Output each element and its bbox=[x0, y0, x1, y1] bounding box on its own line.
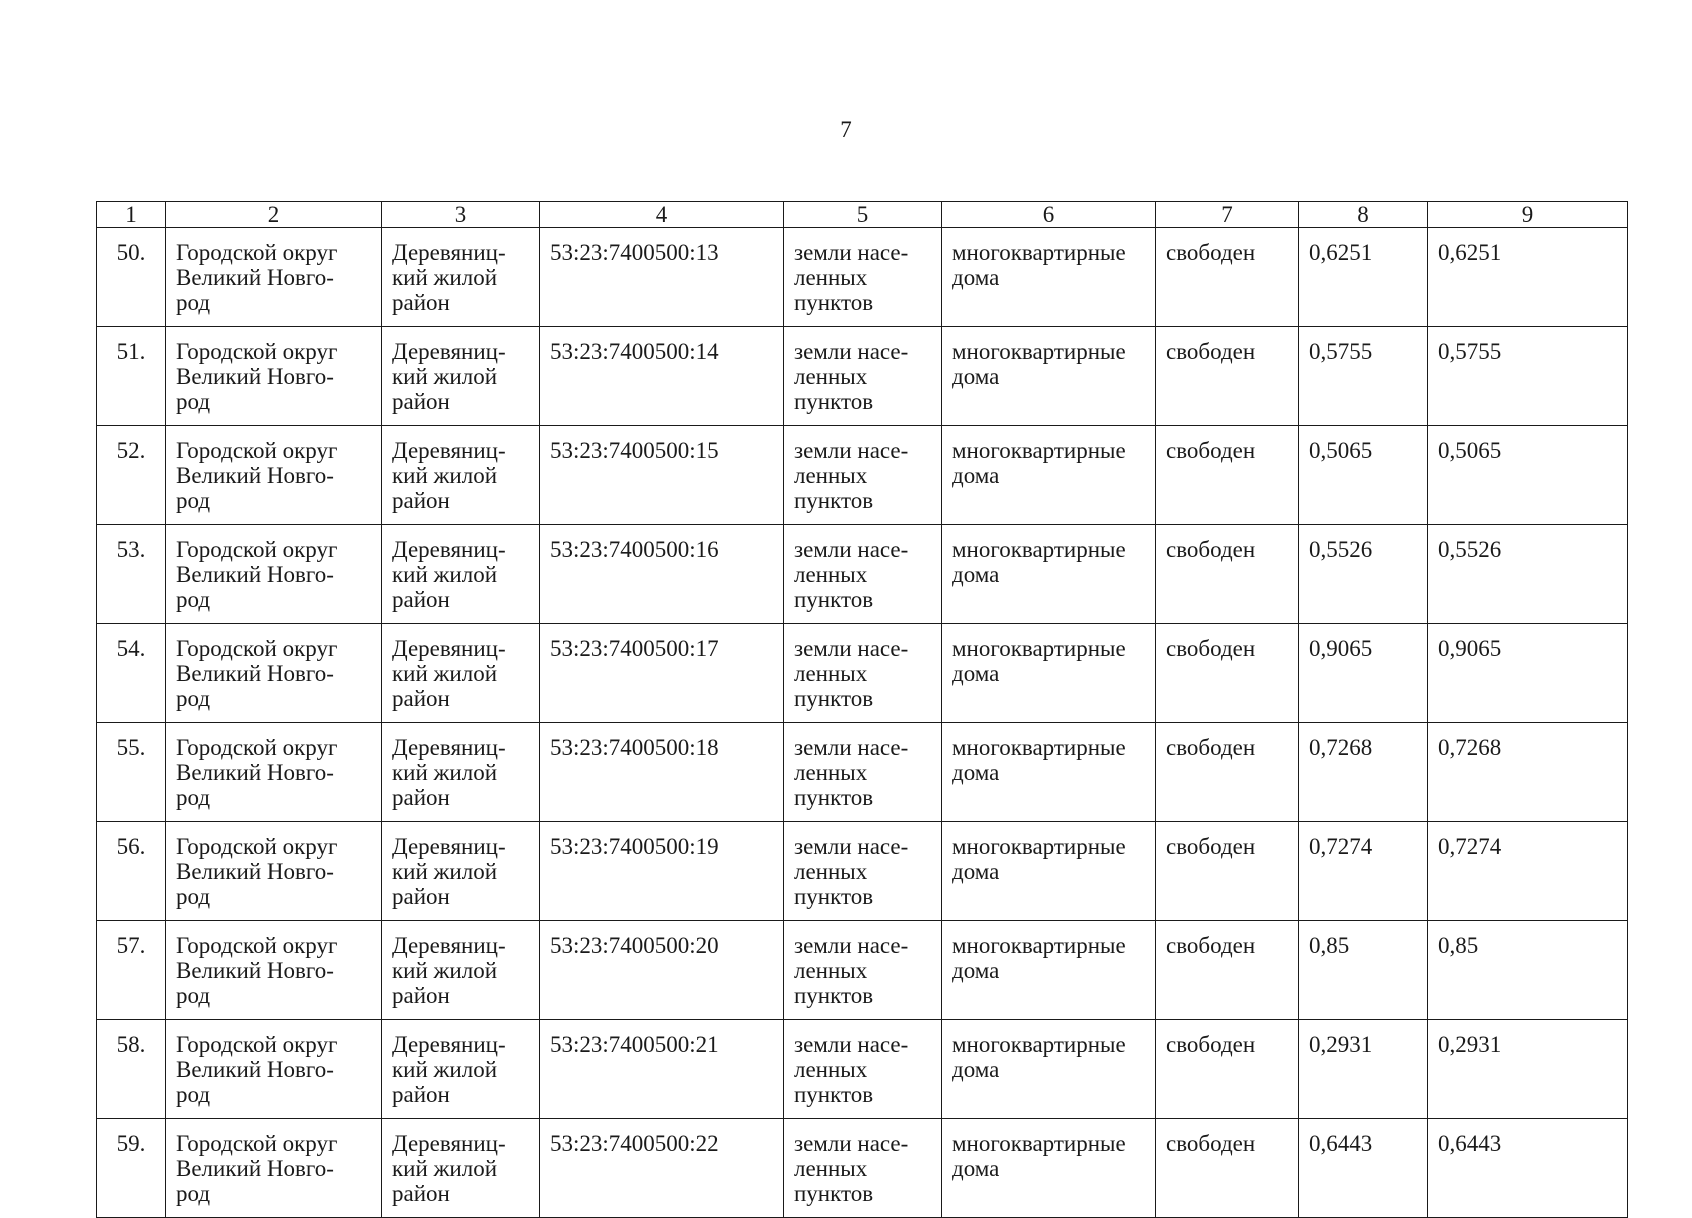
district-cell bbox=[382, 921, 540, 1020]
land-category-cell-line: земли насе- bbox=[794, 735, 909, 760]
permitted-use-cell-line: многоквартирные bbox=[952, 339, 1126, 364]
permitted-use-cell-line: многоквартирные bbox=[952, 537, 1126, 562]
area-cell: 0,6251 bbox=[1299, 228, 1428, 327]
district-cell-line: Деревяниц- bbox=[392, 834, 506, 859]
cadastral-number-cell: 53:23:7400500:16 bbox=[540, 525, 784, 624]
permitted-use-cell-line: дома bbox=[952, 265, 1000, 290]
cadastral-number-cell: 53:23:7400500:21 bbox=[540, 1020, 784, 1119]
header-row bbox=[97, 202, 1628, 228]
land-category-cell-line: пунктов bbox=[794, 1082, 874, 1107]
table-row bbox=[97, 921, 1628, 1020]
land-category-cell-line: пунктов bbox=[794, 785, 874, 810]
permitted-use-cell-line: многоквартирные bbox=[952, 933, 1126, 958]
municipality-cell-line: род bbox=[176, 785, 211, 810]
municipality-cell-line: Великий Новго- bbox=[176, 1156, 334, 1181]
district-cell-line: Деревяниц- bbox=[392, 1032, 506, 1057]
land-category-cell-line: пунктов bbox=[794, 884, 874, 909]
row-number-cell: 56. bbox=[97, 822, 166, 921]
land-category-cell-line: ленных bbox=[794, 463, 868, 488]
row-number-cell: 59. bbox=[97, 1119, 166, 1218]
status-cell: свободен bbox=[1156, 228, 1299, 327]
district-cell-line: район bbox=[392, 785, 450, 810]
district-cell-line: кий жилой bbox=[392, 958, 498, 983]
district-cell-line: район bbox=[392, 389, 450, 414]
municipality-cell-line: род bbox=[176, 389, 211, 414]
municipality-cell-line: род bbox=[176, 686, 211, 711]
permitted-use-cell-line: дома bbox=[952, 958, 1000, 983]
land-category-cell bbox=[784, 525, 942, 624]
municipality-cell-line: Городской округ bbox=[176, 1131, 338, 1156]
district-cell-line: кий жилой bbox=[392, 463, 498, 488]
status-cell: свободен bbox=[1156, 525, 1299, 624]
municipality-cell-line: Городской округ bbox=[176, 240, 338, 265]
land-category-cell-line: земли насе- bbox=[794, 240, 909, 265]
permitted-use-cell bbox=[942, 228, 1156, 327]
area-total-cell: 0,5065 bbox=[1428, 426, 1628, 525]
land-category-cell-line: земли насе- bbox=[794, 438, 909, 463]
land-category-cell bbox=[784, 228, 942, 327]
row-number-cell: 50. bbox=[97, 228, 166, 327]
land-category-cell bbox=[784, 723, 942, 822]
permitted-use-cell-line: многоквартирные bbox=[952, 735, 1126, 760]
district-cell bbox=[382, 1020, 540, 1119]
district-cell-line: кий жилой bbox=[392, 562, 498, 587]
land-category-cell-line: ленных bbox=[794, 859, 868, 884]
permitted-use-cell-line: дома bbox=[952, 1156, 1000, 1181]
municipality-cell bbox=[166, 1020, 382, 1119]
land-category-cell-line: земли насе- bbox=[794, 933, 909, 958]
permitted-use-cell-line: дома bbox=[952, 661, 1000, 686]
land-category-cell-line: ленных bbox=[794, 760, 868, 785]
municipality-cell-line: Великий Новго- bbox=[176, 463, 334, 488]
municipality-cell-line: Городской округ bbox=[176, 438, 338, 463]
area-cell: 0,5526 bbox=[1299, 525, 1428, 624]
permitted-use-cell-line: дома bbox=[952, 760, 1000, 785]
area-cell: 0,7274 bbox=[1299, 822, 1428, 921]
district-cell bbox=[382, 822, 540, 921]
land-category-cell-line: пунктов bbox=[794, 587, 874, 612]
district-cell-line: Деревяниц- bbox=[392, 339, 506, 364]
district-cell bbox=[382, 327, 540, 426]
municipality-cell-line: род bbox=[176, 1181, 211, 1206]
table-row bbox=[97, 525, 1628, 624]
district-cell-line: кий жилой bbox=[392, 1156, 498, 1181]
municipality-cell-line: Городской округ bbox=[176, 537, 338, 562]
area-cell: 0,2931 bbox=[1299, 1020, 1428, 1119]
table-row bbox=[97, 426, 1628, 525]
land-category-cell bbox=[784, 624, 942, 723]
land-category-cell-line: земли насе- bbox=[794, 339, 909, 364]
municipality-cell-line: Великий Новго- bbox=[176, 1057, 334, 1082]
row-number-cell: 53. bbox=[97, 525, 166, 624]
table-row bbox=[97, 1119, 1628, 1218]
permitted-use-cell bbox=[942, 1119, 1156, 1218]
page-number: 7 bbox=[840, 117, 852, 142]
district-cell bbox=[382, 1119, 540, 1218]
area-cell: 0,5065 bbox=[1299, 426, 1428, 525]
land-category-cell-line: земли насе- bbox=[794, 834, 909, 859]
area-total-cell: 0,6251 bbox=[1428, 228, 1628, 327]
area-cell: 0,85 bbox=[1299, 921, 1428, 1020]
row-number-cell: 51. bbox=[97, 327, 166, 426]
area-total-cell: 0,2931 bbox=[1428, 1020, 1628, 1119]
permitted-use-cell bbox=[942, 921, 1156, 1020]
district-cell-line: район bbox=[392, 290, 450, 315]
land-category-cell-line: ленных bbox=[794, 1156, 868, 1181]
municipality-cell-line: Великий Новго- bbox=[176, 265, 334, 290]
row-number-cell: 52. bbox=[97, 426, 166, 525]
cadastral-number-cell: 53:23:7400500:17 bbox=[540, 624, 784, 723]
status-cell: свободен bbox=[1156, 327, 1299, 426]
district-cell-line: Деревяниц- bbox=[392, 735, 506, 760]
municipality-cell-line: род bbox=[176, 290, 211, 315]
municipality-cell bbox=[166, 228, 382, 327]
district-cell bbox=[382, 624, 540, 723]
municipality-cell-line: Городской округ bbox=[176, 339, 338, 364]
table-row bbox=[97, 624, 1628, 723]
district-cell bbox=[382, 525, 540, 624]
land-category-cell-line: земли насе- bbox=[794, 537, 909, 562]
district-cell-line: кий жилой bbox=[392, 859, 498, 884]
permitted-use-cell-line: многоквартирные bbox=[952, 1131, 1126, 1156]
column-header-2: 2 bbox=[166, 202, 382, 228]
area-total-cell: 0,9065 bbox=[1428, 624, 1628, 723]
cadastral-number-cell: 53:23:7400500:14 bbox=[540, 327, 784, 426]
municipality-cell-line: Великий Новго- bbox=[176, 661, 334, 686]
district-cell-line: Деревяниц- bbox=[392, 636, 506, 661]
municipality-cell-line: Городской округ bbox=[176, 933, 338, 958]
area-cell: 0,5755 bbox=[1299, 327, 1428, 426]
municipality-cell-line: Великий Новго- bbox=[176, 562, 334, 587]
permitted-use-cell-line: дома bbox=[952, 364, 1000, 389]
district-cell-line: Деревяниц- bbox=[392, 438, 506, 463]
area-total-cell: 0,85 bbox=[1428, 921, 1628, 1020]
column-header-9: 9 bbox=[1428, 202, 1628, 228]
cadastral-number-cell: 53:23:7400500:20 bbox=[540, 921, 784, 1020]
land-plots-table bbox=[96, 201, 1628, 1218]
district-cell-line: Деревяниц- bbox=[392, 240, 506, 265]
table-row bbox=[97, 327, 1628, 426]
cadastral-number-cell: 53:23:7400500:13 bbox=[540, 228, 784, 327]
permitted-use-cell-line: многоквартирные bbox=[952, 240, 1126, 265]
land-category-cell-line: пунктов bbox=[794, 488, 874, 513]
municipality-cell bbox=[166, 624, 382, 723]
district-cell-line: район bbox=[392, 488, 450, 513]
district-cell-line: район bbox=[392, 587, 450, 612]
municipality-cell bbox=[166, 723, 382, 822]
area-total-cell: 0,5755 bbox=[1428, 327, 1628, 426]
area-total-cell: 0,5526 bbox=[1428, 525, 1628, 624]
table-row bbox=[97, 822, 1628, 921]
column-header-3: 3 bbox=[382, 202, 540, 228]
municipality-cell-line: род bbox=[176, 488, 211, 513]
row-number-cell: 55. bbox=[97, 723, 166, 822]
municipality-cell bbox=[166, 921, 382, 1020]
district-cell-line: кий жилой bbox=[392, 1057, 498, 1082]
land-category-cell-line: ленных bbox=[794, 1057, 868, 1082]
district-cell-line: Деревяниц- bbox=[392, 933, 506, 958]
land-category-cell-line: земли насе- bbox=[794, 1131, 909, 1156]
district-cell-line: кий жилой bbox=[392, 760, 498, 785]
land-category-cell bbox=[784, 822, 942, 921]
land-category-cell bbox=[784, 1020, 942, 1119]
column-header-7: 7 bbox=[1156, 202, 1299, 228]
district-cell-line: район bbox=[392, 884, 450, 909]
permitted-use-cell-line: многоквартирные bbox=[952, 438, 1126, 463]
row-number-cell: 58. bbox=[97, 1020, 166, 1119]
municipality-cell-line: Великий Новго- bbox=[176, 760, 334, 785]
district-cell-line: кий жилой bbox=[392, 364, 498, 389]
permitted-use-cell-line: многоквартирные bbox=[952, 1032, 1126, 1057]
column-header-6: 6 bbox=[942, 202, 1156, 228]
land-category-cell-line: пунктов bbox=[794, 1181, 874, 1206]
permitted-use-cell-line: многоквартирные bbox=[952, 834, 1126, 859]
status-cell: свободен bbox=[1156, 822, 1299, 921]
municipality-cell bbox=[166, 525, 382, 624]
municipality-cell-line: Городской округ bbox=[176, 834, 338, 859]
table-row bbox=[97, 723, 1628, 822]
area-cell: 0,9065 bbox=[1299, 624, 1428, 723]
status-cell: свободен bbox=[1156, 1020, 1299, 1119]
district-cell-line: кий жилой bbox=[392, 661, 498, 686]
cadastral-number-cell: 53:23:7400500:22 bbox=[540, 1119, 784, 1218]
permitted-use-cell bbox=[942, 327, 1156, 426]
district-cell-line: район bbox=[392, 686, 450, 711]
area-total-cell: 0,7268 bbox=[1428, 723, 1628, 822]
table-header bbox=[97, 202, 1628, 228]
permitted-use-cell-line: дома bbox=[952, 463, 1000, 488]
district-cell-line: район bbox=[392, 1082, 450, 1107]
district-cell-line: район bbox=[392, 983, 450, 1008]
land-category-cell-line: ленных bbox=[794, 958, 868, 983]
area-total-cell: 0,7274 bbox=[1428, 822, 1628, 921]
land-category-cell bbox=[784, 426, 942, 525]
land-category-cell-line: пунктов bbox=[794, 686, 874, 711]
district-cell-line: кий жилой bbox=[392, 265, 498, 290]
district-cell bbox=[382, 723, 540, 822]
permitted-use-cell-line: дома bbox=[952, 1057, 1000, 1082]
land-category-cell-line: ленных bbox=[794, 265, 868, 290]
area-cell: 0,7268 bbox=[1299, 723, 1428, 822]
municipality-cell-line: род bbox=[176, 1082, 211, 1107]
land-category-cell bbox=[784, 327, 942, 426]
municipality-cell bbox=[166, 426, 382, 525]
column-header-8: 8 bbox=[1299, 202, 1428, 228]
municipality-cell-line: Городской округ bbox=[176, 1032, 338, 1057]
land-category-cell-line: земли насе- bbox=[794, 1032, 909, 1057]
permitted-use-cell-line: дома bbox=[952, 859, 1000, 884]
status-cell: свободен bbox=[1156, 921, 1299, 1020]
municipality-cell-line: род bbox=[176, 983, 211, 1008]
status-cell: свободен bbox=[1156, 624, 1299, 723]
table-body bbox=[97, 228, 1628, 1218]
cadastral-number-cell: 53:23:7400500:19 bbox=[540, 822, 784, 921]
land-category-cell-line: пунктов bbox=[794, 389, 874, 414]
permitted-use-cell bbox=[942, 723, 1156, 822]
municipality-cell-line: Городской округ bbox=[176, 636, 338, 661]
municipality-cell-line: Великий Новго- bbox=[176, 859, 334, 884]
column-header-5: 5 bbox=[784, 202, 942, 228]
land-category-cell bbox=[784, 921, 942, 1020]
table-row bbox=[97, 228, 1628, 327]
area-total-cell: 0,6443 bbox=[1428, 1119, 1628, 1218]
permitted-use-cell-line: дома bbox=[952, 562, 1000, 587]
land-category-cell-line: пунктов bbox=[794, 290, 874, 315]
permitted-use-cell-line: многоквартирные bbox=[952, 636, 1126, 661]
land-category-cell-line: ленных bbox=[794, 562, 868, 587]
district-cell-line: Деревяниц- bbox=[392, 537, 506, 562]
permitted-use-cell bbox=[942, 426, 1156, 525]
land-category-cell-line: ленных bbox=[794, 661, 868, 686]
land-category-cell-line: пунктов bbox=[794, 983, 874, 1008]
status-cell: свободен bbox=[1156, 426, 1299, 525]
cadastral-number-cell: 53:23:7400500:15 bbox=[540, 426, 784, 525]
district-cell bbox=[382, 228, 540, 327]
status-cell: свободен bbox=[1156, 723, 1299, 822]
cadastral-number-cell: 53:23:7400500:18 bbox=[540, 723, 784, 822]
row-number-cell: 54. bbox=[97, 624, 166, 723]
permitted-use-cell bbox=[942, 822, 1156, 921]
land-category-cell bbox=[784, 1119, 942, 1218]
municipality-cell-line: Великий Новго- bbox=[176, 364, 334, 389]
status-cell: свободен bbox=[1156, 1119, 1299, 1218]
municipality-cell-line: род bbox=[176, 884, 211, 909]
land-category-cell-line: ленных bbox=[794, 364, 868, 389]
municipality-cell bbox=[166, 1119, 382, 1218]
permitted-use-cell bbox=[942, 624, 1156, 723]
row-number-cell: 57. bbox=[97, 921, 166, 1020]
district-cell bbox=[382, 426, 540, 525]
permitted-use-cell bbox=[942, 1020, 1156, 1119]
municipality-cell-line: Городской округ bbox=[176, 735, 338, 760]
municipality-cell-line: Великий Новго- bbox=[176, 958, 334, 983]
area-cell: 0,6443 bbox=[1299, 1119, 1428, 1218]
municipality-cell-line: род bbox=[176, 587, 211, 612]
district-cell-line: район bbox=[392, 1181, 450, 1206]
land-category-cell-line: земли насе- bbox=[794, 636, 909, 661]
municipality-cell bbox=[166, 822, 382, 921]
table-row bbox=[97, 1020, 1628, 1119]
district-cell-line: Деревяниц- bbox=[392, 1131, 506, 1156]
permitted-use-cell bbox=[942, 525, 1156, 624]
column-header-4: 4 bbox=[540, 202, 784, 228]
municipality-cell bbox=[166, 327, 382, 426]
column-header-1: 1 bbox=[97, 202, 166, 228]
